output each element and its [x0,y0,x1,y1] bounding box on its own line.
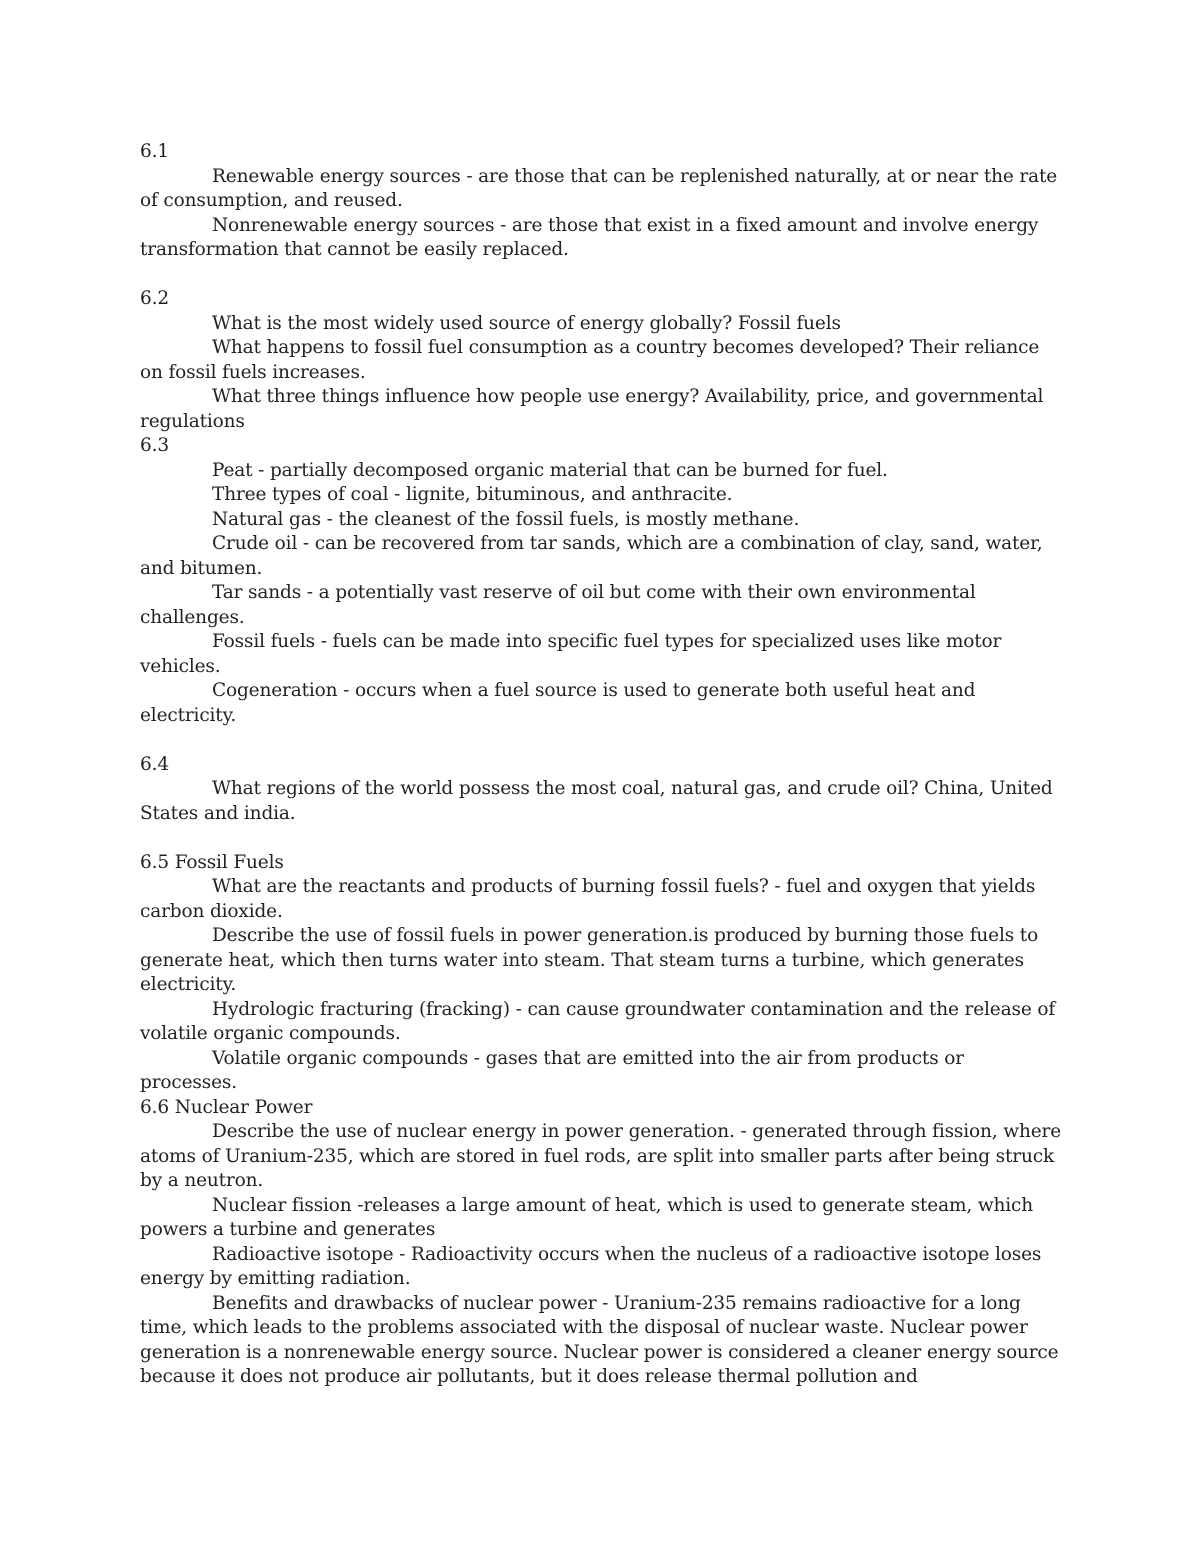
section-6-4 [140,753,1065,827]
paragraph: Tar sands - a potentially vast reserve of oil but come with their own environmental challenges. [140,582,976,628]
paragraph: Renewable energy sources - are those that can be replenished naturally, at or near the rate of consumption, and reused. [140,165,1058,211]
paragraph: Radioactive isotope - Radioactivity occurs when the nucleus of a radioactive isotope loses energy by emitting radiation. [140,1243,1042,1289]
paragraph: What happens to fossil fuel consumption as a country becomes developed? Their reliance on fossil fuels increases. [140,337,1040,383]
paragraph: What are the reactants and products of burning fossil fuels? - fuel and oxygen that yields carbon dioxide. [140,876,1036,922]
section-6-5 [140,851,1065,1096]
paragraph: Describe the use of fossil fuels in power generation.is produced by burning those fuels to generate heat, which then turns water into steam. That steam turns a turbine, which generates electricity. [140,925,1039,995]
section-heading: 6.5 Fossil Fuels [140,851,284,873]
paragraph: Volatile organic compounds - gases that are emitted into the air from products or processes. [140,1047,964,1093]
blank-line [140,826,1065,851]
paragraph: What regions of the world possess the most coal, natural gas, and crude oil? China, United States and india. [140,778,1053,824]
blank-line [140,263,1065,288]
section-heading: 6.3 [140,435,169,456]
paragraph: Hydrologic fracturing (fracking) - can cause groundwater contamination and the release of volatile organic compounds. [140,998,1056,1044]
section-6-1 [140,140,1065,263]
section-heading: 6.4 [140,753,169,775]
document-page [140,140,1065,1390]
section-6-6 [140,1096,1065,1390]
paragraph: Nuclear fission -releases a large amount of heat, which is used to generate steam, which powers a turbine and generates [140,1194,1034,1240]
paragraph: Cogeneration - occurs when a fuel source is used to generate both useful heat and electricity. [140,680,976,726]
section-heading: 6.1 [140,141,169,162]
paragraph: What three things influence how people use energy? Availability, price, and governmental regulations [140,386,1044,432]
blank-line [140,728,1065,753]
paragraph: Benefits and drawbacks of nuclear power - Uranium-235 remains radioactive for a long time, which leads to the problems associated with the disposal of nuclear waste. Nuclear power generation is a nonrenewable energy source. Nuclear power is considered a cleaner energy source because it does not produce air pollutants, but it does release thermal pollution and [140,1292,1059,1387]
paragraph: Peat - partially decomposed organic material that can be burned for fuel. [212,459,888,481]
paragraph: Three types of coal - lignite, bituminous, and anthracite. [212,484,733,505]
paragraph: Describe the use of nuclear energy in power generation. - generated through fission, where atoms of Uranium-235, which are stored in fuel rods, are split into smaller parts after being struck by a neutron. [140,1121,1061,1191]
paragraph: Fossil fuels - fuels can be made into specific fuel types for specialized uses like motor vehicles. [140,631,1002,677]
paragraph: Crude oil - can be recovered from tar sands, which are a combination of clay, sand, water, and bitumen. [140,533,1043,579]
paragraph: What is the most widely used source of energy globally? Fossil fuels [212,312,841,334]
paragraph: Natural gas - the cleanest of the fossil fuels, is mostly methane. [212,508,800,530]
section-6-3 [140,434,1065,728]
paragraph: Nonrenewable energy sources - are those that exist in a fixed amount and involve energy transformation that cannot be easily replaced. [140,214,1039,260]
section-heading: 6.2 [140,288,169,309]
section-heading: 6.6 Nuclear Power [140,1096,313,1118]
section-6-2 [140,287,1065,434]
